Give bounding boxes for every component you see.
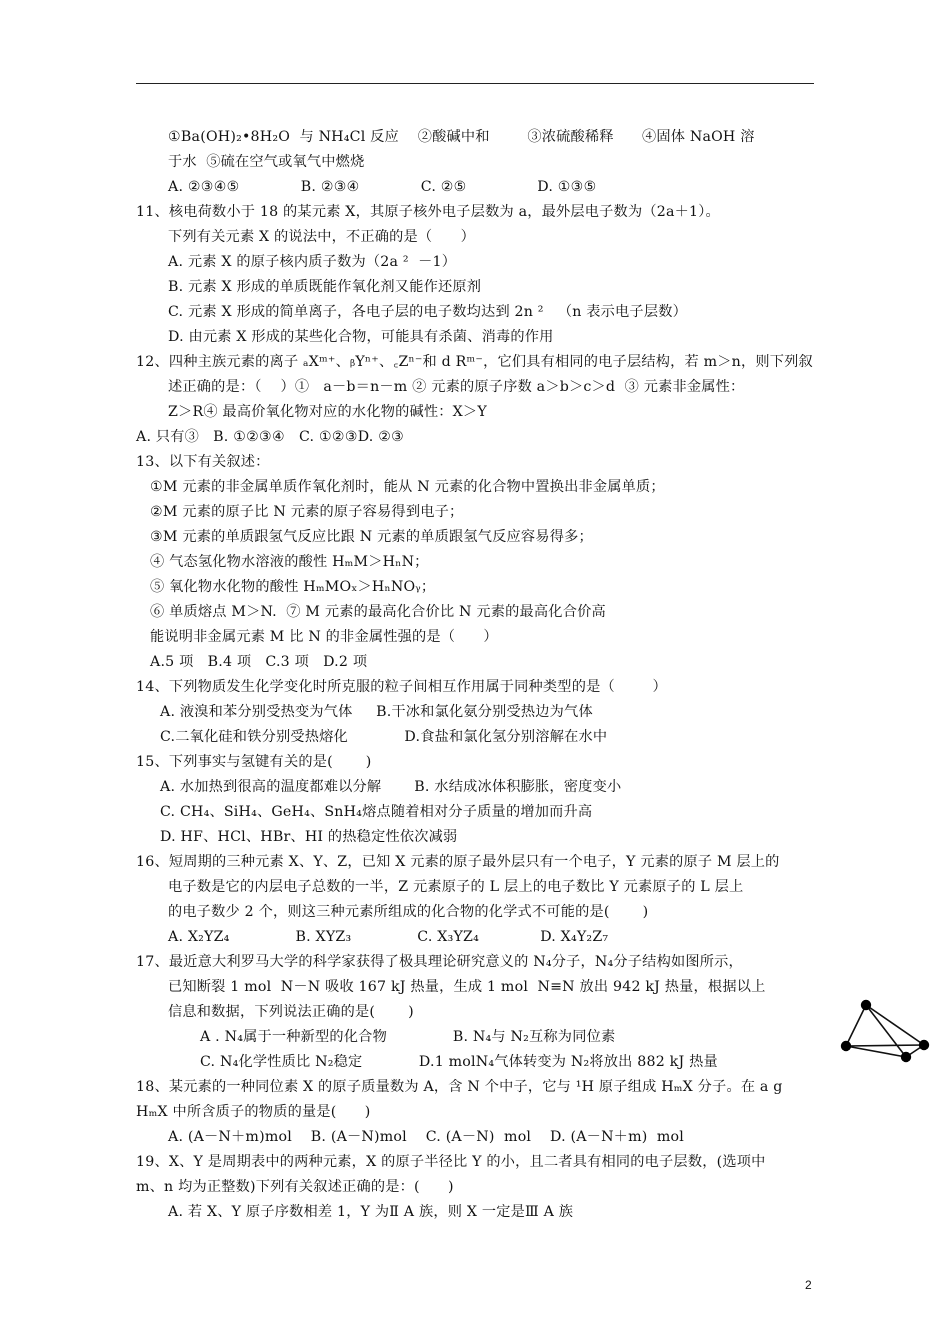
q12-choices: A. 只有③ B. ①②③④ C. ①②③D. ②③: [136, 429, 405, 445]
n4-bond: [846, 1046, 906, 1057]
q17-stem-1: 17、最近意大利罗马大学的科学家获得了极具理论研究意义的 N₄分子，N₄分子结构如图所示，: [136, 954, 743, 970]
q10-options-line-2: 于水 ⑤硫在空气或氧气中燃烧: [168, 154, 365, 170]
q16-stem-3: 的电子数少 2 个，则这三种元素所组成的化合物的化学式不可能的是( ): [168, 904, 649, 920]
q13-item-3: ③M 元素的单质跟氢气反应比跟 N 元素的单质跟氢气反应容易得多；: [150, 529, 593, 545]
page-number: 2: [805, 1278, 812, 1292]
q18-stem-1: 18、某元素的一种同位素 X 的原子质量数为 A，含 N 个中子，它与 ¹H 原子组成 HₘX 分子。在 a g: [136, 1079, 783, 1095]
q13-item-6-7: ⑥ 单质熔点 M＞N. ⑦ M 元素的最高化合价比 N 元素的最高化合价高: [150, 604, 606, 620]
q15-option-d: D. HF、HCl、HBr、HI 的热稳定性依次减弱: [160, 829, 458, 845]
q11-option-c: C. 元素 X 形成的简单离子，各电子层的电子数均达到 2n ² （n 表示电子层数）: [168, 304, 687, 320]
n4-atom: [919, 1040, 929, 1050]
q17-options-cd: C. N₄化学性质比 N₂稳定 D.1 molN₄气体转变为 N₂将放出 882 kJ 热量: [200, 1054, 718, 1070]
q13-item-2: ②M 元素的原子比 N 元素的原子容易得到电子；: [150, 504, 464, 520]
q17-stem-3: 信息和数据，下列说法正确的是( ): [168, 1004, 414, 1020]
q12-stem-2: 述正确的是：（ ）① a－b＝n－m ② 元素的原子序数 a＞b＞c＞d ③ 元素非金属性：: [168, 379, 745, 395]
n4-molecule-diagram: [838, 995, 934, 1065]
q15-stem: 15、下列事实与氢键有关的是( ): [136, 754, 372, 770]
q13-item-1: ①M 元素的非金属单质作氧化剂时，能从 N 元素的化合物中置换出非金属单质；: [150, 479, 665, 495]
n4-bond: [866, 1005, 924, 1045]
q18-stem-2: HₘX 中所含质子的物质的量是( ): [136, 1104, 371, 1120]
n4-atom: [901, 1052, 911, 1062]
header-rule: [136, 83, 814, 84]
n4-bond: [866, 1005, 906, 1057]
q13-question: 能说明非金属元素 M 比 N 的非金属性强的是（ ）: [150, 629, 498, 645]
q17-options-ab: A . N₄属于一种新型的化合物 B. N₄与 N₂互称为同位素: [200, 1029, 616, 1045]
q12-stem-1: 12、四种主族元素的离子 ₐXᵐ⁺、ᵦYⁿ⁺、꜀Zⁿ⁻和 d Rᵐ⁻，它们具有相同的电子层结构，若 m＞n，则下列叙: [136, 354, 813, 370]
q11-option-a: A. 元素 X 的原子核内质子数为（2a ² －1）: [168, 254, 457, 270]
q17-stem-2: 已知断裂 1 mol N－N 吸收 167 kJ 热量，生成 1 mol N≡N 放出 942 kJ 热量，根据以上: [168, 979, 766, 995]
q10-choices: A. ②③④⑤ B. ②③④ C. ②⑤ D. ①③⑤: [168, 179, 597, 195]
q13-stem: 13、以下有关叙述：: [136, 454, 270, 470]
n4-atom: [841, 1041, 851, 1051]
q19-option-a: A. 若 X、Y 原子序数相差 1，Y 为Ⅱ A 族，则 X 一定是Ⅲ A 族: [168, 1204, 574, 1220]
q18-choices: A. (A－N＋m)mol B. (A－N)mol C. (A－N) mol D. (A－N＋m) mol: [168, 1129, 685, 1145]
q19-stem-1: 19、X、Y 是周期表中的两种元素，X 的原子半径比 Y 的小，且二者具有相同的电子层数，(选项中: [136, 1154, 766, 1170]
q15-option-c: C. CH₄、SiH₄、GeH₄、SnH₄熔点随着相对分子质量的增加而升高: [160, 804, 593, 820]
q19-stem-2: m、n 均为正整数)下列有关叙述正确的是：( ): [136, 1179, 454, 1195]
q11-option-b: B. 元素 X 形成的单质既能作氧化剂又能作还原剂: [168, 279, 482, 295]
q16-stem-2: 电子数是它的内层电子总数的一半，Z 元素原子的 L 层上的电子数比 Y 元素原子的 L 层上: [168, 879, 744, 895]
n4-bond: [846, 1005, 866, 1046]
n4-atom: [861, 1000, 871, 1010]
q12-stem-3: Z＞R④ 最高价氧化物对应的水化物的碱性：X＞Y: [168, 404, 487, 420]
n4-bond: [846, 1045, 924, 1046]
q13-item-5: ⑤ 氧化物水化物的酸性 HₘMOₓ＞HₙNOᵧ；: [150, 579, 436, 595]
q16-choices: A. X₂YZ₄ B. XYZ₃ C. X₃YZ₄ D. X₄Y₂Z₇: [168, 929, 609, 945]
q11-option-d: D. 由元素 X 形成的某些化合物，可能具有杀菌、消毒的作用: [168, 329, 554, 345]
q13-item-4: ④ 气态氢化物水溶液的酸性 HₘM＞HₙN；: [150, 554, 429, 570]
q16-stem-1: 16、短周期的三种元素 X、Y、Z，已知 X 元素的原子最外层只有一个电子，Y 元素的原子 M 层上的: [136, 854, 780, 870]
q13-choices: A.5 项 B.4 项 C.3 项 D.2 项: [150, 654, 368, 670]
q11-stem-2: 下列有关元素 X 的说法中，不正确的是（ ）: [168, 229, 475, 245]
q14-options-ab: A. 液溴和苯分别受热变为气体 B.干冰和氯化氨分别受热边为气体: [160, 704, 593, 720]
q14-stem: 14、下列物质发生化学变化时所克服的粒子间相互作用属于同种类型的是（ ）: [136, 679, 667, 695]
q14-options-cd: C.二氧化硅和铁分别受热熔化 D.食盐和氯化氢分别溶解在水中: [160, 729, 608, 745]
q15-options-ab: A. 水加热到很高的温度都难以分解 B. 水结成冰体积膨胀，密度变小: [160, 779, 622, 795]
q11-stem-1: 11、核电荷数小于 18 的某元素 X，其原子核外电子层数为 a，最外层电子数为（2a＋1）。: [136, 204, 720, 220]
q10-options-line-1: ①Ba(OH)₂•8H₂O 与 NH₄Cl 反应 ②酸碱中和 ③浓硫酸稀释 ④固体 NaOH 溶: [168, 129, 755, 145]
